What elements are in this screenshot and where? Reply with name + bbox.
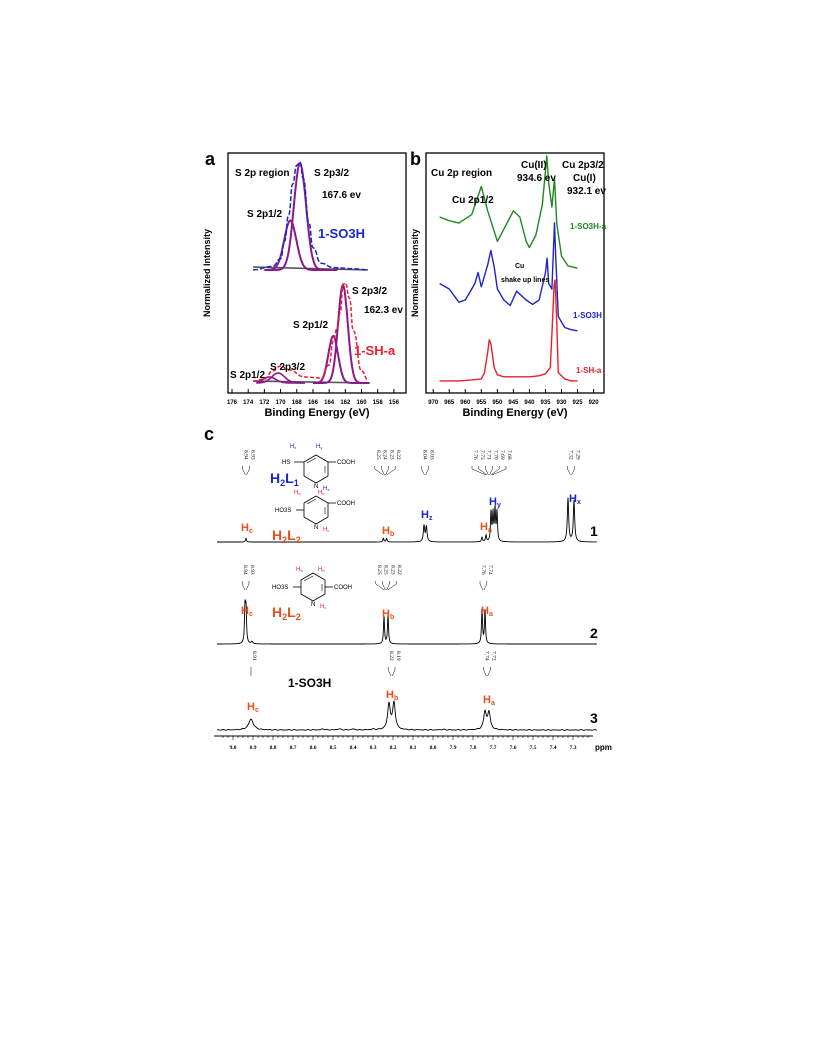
- lower-p12-label: S 2p1/2: [293, 320, 329, 331]
- spectrum-3-trace: [217, 701, 597, 730]
- assign-3-hb: Hb: [386, 689, 399, 702]
- assign-1-ha: Ha: [480, 521, 492, 534]
- panel-b-series: [440, 156, 578, 381]
- h2l2-structure-mid: [272, 567, 352, 622]
- h2l2-mid-ho3s-group: HO3S: [272, 585, 289, 591]
- h2l1-n-atom: N: [314, 484, 319, 490]
- panel-c-tick-label-10: 8.0: [429, 745, 437, 751]
- h2l2-label-top: $H_2L_2$: [272, 527, 301, 545]
- peak-connector-b-0-6: [422, 469, 425, 475]
- peak-connector-b-0-8: [472, 469, 486, 475]
- peak-label-0-15: 7.29: [574, 450, 581, 460]
- panel-a-tick-label-3: 170: [275, 400, 286, 406]
- lower-energy-label: 162.3 ev: [364, 305, 403, 316]
- panel-a-letter: a: [205, 149, 216, 169]
- peak-connector-b-2-3: [484, 670, 487, 676]
- cu-p12-label: Cu 2p1/2: [452, 195, 494, 206]
- panel-a-tick-label-7: 162: [340, 400, 351, 406]
- h2l2-ha: Ha: [294, 490, 301, 496]
- peak-connector-b-1-7: [484, 584, 487, 590]
- panel-c-tick-label-17: 7.3: [569, 745, 577, 751]
- panel-b-x-axis-label: Binding Energy (eV): [462, 407, 568, 419]
- peak-connector-b-1-0: [242, 584, 245, 590]
- peak-label-1-2: 8.25: [375, 565, 382, 575]
- panel-a-x-ticks: [227, 389, 400, 406]
- peak-label-0-7: 8.03: [428, 450, 435, 460]
- h2l1-structure: [270, 444, 355, 492]
- peak-label-2-2: 8.19: [395, 651, 401, 661]
- upper-p32-label: S 2p3/2: [314, 168, 350, 179]
- panel-c-tick-label-7: 8.3: [369, 745, 377, 751]
- panel-b-title: Cu 2p region: [431, 168, 493, 179]
- h2l2-hc: Hc: [323, 527, 330, 533]
- ppm-unit-label: ppm: [595, 743, 612, 752]
- peak-connector-b-0-1: [247, 469, 250, 475]
- peak-connector-b-0-0: [243, 469, 246, 475]
- panel-a-tick-label-4: 168: [291, 400, 302, 406]
- panel-c-x-axis: [214, 736, 593, 751]
- spectrum-number-3: 3: [590, 710, 598, 726]
- h2l2-mid-hb: Hb: [318, 567, 325, 573]
- panel-b-tick-label-5: 945: [508, 400, 519, 406]
- panel-a-tick-label-5: 166: [307, 400, 318, 406]
- cu2-label: Cu(II): [521, 160, 547, 171]
- peak-connector-b-2-4: [488, 670, 491, 676]
- panel-a: [202, 149, 406, 419]
- peak-connector-b-1-6: [480, 584, 483, 590]
- panel-a-y-axis-label: Normalized Intensity: [202, 228, 212, 318]
- assign-2-hc: Hc: [241, 605, 253, 618]
- spectrum-number-1: 1: [590, 523, 598, 539]
- panel-b-tick-label-6: 940: [524, 400, 535, 406]
- panel-c-tick-label-12: 7.8: [469, 745, 477, 751]
- upper-energy-label: 167.6 ev: [322, 190, 361, 201]
- h2l2-mid-cooh-group: COOH: [334, 585, 352, 591]
- peak-label-0-9: 7.73: [478, 450, 485, 460]
- peak-label-1-0: 8.94: [242, 565, 249, 575]
- panel-c-tick-label-5: 8.5: [329, 745, 337, 751]
- cu1-energy-label: 932.1 ev: [567, 186, 606, 197]
- assign-3-ha: Ha: [483, 694, 495, 707]
- panel-c-tick-label-6: 8.4: [349, 745, 357, 751]
- panel-c-tick-label-4: 8.6: [309, 745, 317, 751]
- h2l1-hy: Hy: [316, 444, 323, 450]
- peak-label-2-3: 7.74: [483, 651, 490, 661]
- assign-1-hc: Hc: [241, 522, 253, 535]
- panel-a-title: S 2p region: [235, 168, 290, 179]
- panel-b-tick-label-0: 970: [428, 400, 439, 406]
- series-label-1-sh-a: 1-SH-a: [576, 366, 602, 375]
- panel-c-tick-label-11: 7.9: [449, 745, 457, 751]
- upper-p12-label: S 2p1/2: [247, 209, 283, 220]
- cu1-label: Cu(I): [573, 173, 596, 184]
- panel-b-tick-label-3: 955: [476, 400, 487, 406]
- h2l2-mid-n-atom: N: [311, 602, 316, 608]
- peak-connector-b-0-14: [568, 469, 571, 475]
- panel-b-tick-label-8: 930: [556, 400, 567, 406]
- panel-c-tick-label-0: 9.0: [229, 745, 237, 751]
- peak-connector-b-0-13: [492, 469, 506, 475]
- h2l2-cooh-group: COOH: [337, 501, 355, 507]
- peak-label-2-0: 8.91: [251, 651, 257, 661]
- panel-c-tick-label-3: 8.7: [289, 745, 297, 751]
- panel-a-tick-label-6: 164: [324, 400, 335, 406]
- assign-1-hz: Hz: [421, 509, 433, 522]
- panel-c-letter: c: [204, 424, 215, 444]
- panel-c-tick-label-14: 7.6: [509, 745, 517, 751]
- panel-a-tick-label-10: 156: [388, 400, 399, 406]
- peak-label-2-1: 8.22: [388, 651, 395, 661]
- spectrum-number-2: 2: [590, 625, 598, 641]
- panel-c: [204, 424, 612, 752]
- panel-b-tick-label-4: 950: [492, 400, 503, 406]
- small-p12-label: S 2p1/2: [230, 370, 266, 381]
- h2l2-n-atom: N: [314, 525, 319, 531]
- series-label-1-so3h-a: 1-SO3H-a: [570, 222, 607, 231]
- peak-label-0-3: 8.24: [381, 450, 388, 460]
- panel-a-tick-label-1: 174: [243, 400, 254, 406]
- panel-b-letter: b: [410, 149, 421, 169]
- peak-connector-b-0-7: [426, 469, 429, 475]
- shake-up-label-2: shake up lines: [501, 277, 550, 284]
- peak-label-0-1: 8.93: [249, 450, 256, 460]
- peak-label-0-5: 8.22: [395, 450, 402, 460]
- panel-b-tick-label-2: 960: [460, 400, 471, 406]
- peak-label-0-11: 7.70: [492, 450, 499, 460]
- assign-2-ha: Ha: [481, 605, 493, 618]
- panel-c-tick-label-16: 7.4: [549, 745, 557, 751]
- peak-label-0-8: 7.76: [472, 450, 478, 460]
- peak-label-0-0: 8.94: [242, 450, 249, 460]
- panel-b: [410, 149, 607, 419]
- assign-1-hb: Hb: [382, 525, 395, 538]
- assign-2-hb: Hb: [382, 608, 395, 621]
- panel-a-tick-label-0: 176: [226, 400, 238, 406]
- shake-up-label-1: Cu: [515, 263, 525, 270]
- peak-connector-b-1-1: [246, 584, 249, 590]
- peak-label-1-6: 7.76: [480, 565, 486, 575]
- peak-label-0-13: 7.68: [506, 450, 512, 460]
- peak-label-1-5: 8.22: [396, 565, 403, 575]
- h2l2-structure-top: [272, 490, 355, 545]
- peak-label-1-1: 8.93: [249, 565, 255, 575]
- h2l2-label-mid: $H_2L_2$: [272, 604, 301, 622]
- panel-a-tick-label-9: 158: [372, 400, 383, 406]
- panel-a-tick-label-2: 172: [259, 400, 270, 406]
- panel-b-tick-label-7: 935: [540, 400, 551, 406]
- peak-connector-b-2-2: [392, 670, 395, 676]
- cu-p32-label: Cu 2p3/2: [562, 160, 604, 171]
- panel-c-tick-label-8: 8.2: [389, 745, 397, 751]
- panel-c-tick-label-1: 8.9: [249, 745, 257, 751]
- spectrum-3-sample-label: 1-SO3H: [288, 676, 332, 690]
- panel-c-tick-label-2: 8.8: [269, 745, 277, 751]
- peak-label-1-4: 8.23: [389, 565, 396, 575]
- h2l2-mid-hc: Hc: [320, 604, 327, 610]
- lower-p32-label: S 2p3/2: [352, 286, 388, 297]
- peak-label-0-4: 8.23: [388, 450, 395, 460]
- h2l2-ho3s-group: HO3S: [275, 508, 292, 514]
- small-p32-label: S 2p3/2: [270, 362, 306, 373]
- panel-b-x-ticks: [428, 389, 599, 406]
- panel-b-tick-label-10: 920: [588, 400, 599, 406]
- assign-1-hx: Hx: [569, 493, 581, 506]
- series-label-1-so3h: 1-SO3H: [573, 311, 602, 320]
- peak-connector-b-2-1: [388, 670, 391, 676]
- peak-label-1-7: 7.74: [486, 565, 493, 575]
- h2l2-hb: Hb: [318, 490, 325, 496]
- h2l1-label: $H_2L_1$: [270, 470, 299, 488]
- peak-label-0-14: 7.32: [567, 450, 574, 460]
- panel-c-tick-label-13: 7.7: [489, 745, 497, 751]
- lower-sample-label: 1-SH-a: [354, 343, 396, 358]
- panel-b-y-axis-label: Normalized Intensity: [410, 228, 420, 318]
- assign-3-hc: Hc: [247, 701, 259, 714]
- panel-c-tick-label-15: 7.5: [529, 745, 537, 751]
- h2l1-hz: Hz: [323, 486, 330, 492]
- peak-label-0-6: 8.04: [421, 450, 428, 460]
- peak-connector-b-0-15: [572, 469, 575, 475]
- h2l2-mid-ha: Ha: [296, 567, 303, 573]
- assign-1-hy: Hy: [489, 496, 501, 509]
- peak-label-0-10: 7.71: [485, 450, 492, 460]
- panel-b-tick-label-9: 925: [572, 400, 583, 406]
- h2l1-sh-group: HS: [282, 460, 291, 466]
- upper-sample-label: 1-SO3H: [318, 226, 365, 241]
- cu2-energy-label: 934.6 ev: [517, 173, 556, 184]
- peak-label-1-3: 8.25: [382, 565, 389, 575]
- panel-a-tick-label-8: 160: [356, 400, 367, 406]
- peak-label-2-4: 7.72: [490, 651, 497, 661]
- panel-c-tick-label-9: 8.1: [409, 745, 417, 751]
- h2l1-hx: Hx: [290, 444, 297, 450]
- panel-b-tick-label-1: 965: [444, 400, 455, 406]
- peak-label-0-12: 7.69: [499, 450, 506, 460]
- peak-label-0-2: 8.25: [374, 450, 381, 460]
- panel-a-x-axis-label: Binding Energy (eV): [264, 407, 370, 419]
- h2l1-cooh-group: COOH: [337, 460, 355, 466]
